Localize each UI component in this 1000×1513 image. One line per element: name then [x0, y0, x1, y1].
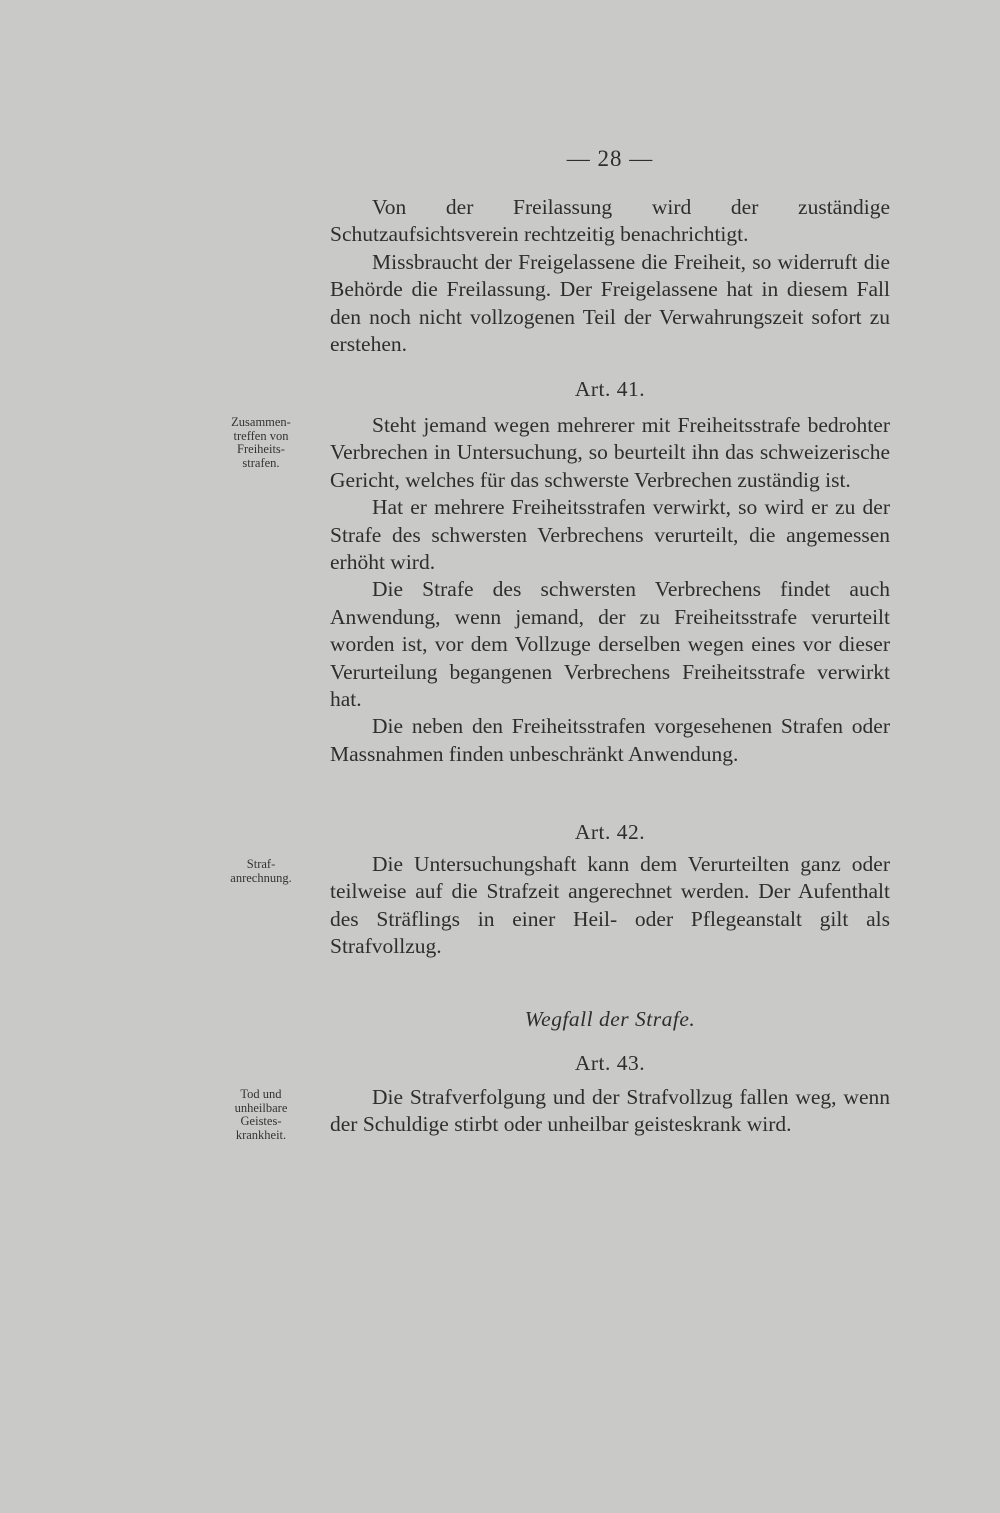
margin-note-line: Freiheits-	[237, 442, 285, 456]
article-heading-42: Art. 42.	[574, 820, 646, 844]
page-number: — 28 —	[566, 146, 654, 171]
paragraph: Die Untersuchungshaft kann dem Verurteilten ganz oder teilweise auf die Strafzeit angerechnet werden. Der Aufenthalt des Sträflings in einer Heil- oder Pflegeanstalt gilt als Strafvollzug.	[330, 852, 890, 959]
intro-text	[330, 194, 890, 358]
section-heading: Wegfall der Strafe.	[524, 1007, 696, 1031]
paragraph: Missbraucht der Freigelassene die Freiheit, so widerruft die Behörde die Freilassung. Der Freigelassene hat in diesem Fall den noch nicht vollzogenen Teil der Verwahrungszeit sofort zu erstehen.	[330, 249, 890, 357]
margin-note-line: Straf-	[246, 857, 276, 871]
paragraph: Die neben den Freiheitsstrafen vorgesehenen Strafen oder Massnahmen finden unbeschränkt Anwendung.	[330, 714, 890, 766]
article-41-text	[330, 412, 890, 768]
article-43-text	[330, 1084, 890, 1139]
article-heading-43: Art. 43.	[574, 1051, 646, 1075]
margin-note-line: krankheit.	[235, 1127, 287, 1142]
paragraph: Hat er mehrere Freiheitsstrafen verwirkt, so wird er zu der Strafe des schwersten Verbrechens verurteilt, die angemessen erhöht wird.	[330, 495, 890, 575]
paragraph: Die Strafe des schwersten Verbrechens findet auch Anwendung, wenn jemand, der zu Freiheitsstrafe verurteilt worden ist, vor dem Vollzuge derselben wegen eines vor dieser Verurteilung begangenen Verbrechens Freiheitsstrafe verwirkt hat.	[330, 577, 890, 712]
margin-note-line: Tod und	[240, 1087, 282, 1101]
margin-note-41	[205, 416, 317, 470]
margin-note-line: anrechnung.	[230, 870, 292, 885]
paragraph: Steht jemand wegen mehrerer mit Freiheitsstrafe bedrohter Verbrechen in Untersuchung, so beurteilt ihn das schweizerische Gericht, welches für das schwerste Verbrechen zuständig ist.	[330, 413, 890, 492]
margin-note-line: unheilbare	[234, 1100, 288, 1115]
margin-note-line: Geistes-	[240, 1114, 282, 1128]
article-heading-41: Art. 41.	[574, 377, 646, 401]
paragraph: Die Strafverfolgung und der Strafvollzug fallen weg, wenn der Schuldige stirbt oder unheilbar geisteskrank wird.	[330, 1085, 890, 1137]
article-42-text	[330, 851, 890, 961]
margin-note-42	[205, 858, 317, 885]
margin-note-43	[205, 1088, 317, 1142]
margin-note-line: treffen von	[233, 428, 289, 443]
margin-note-line: strafen.	[242, 455, 280, 470]
margin-note-line: Zusammen-	[231, 415, 291, 429]
paragraph: Von der Freilassung wird der zuständige Schutzaufsichtsverein rechtzeitig benachrichtigt.	[330, 195, 890, 247]
